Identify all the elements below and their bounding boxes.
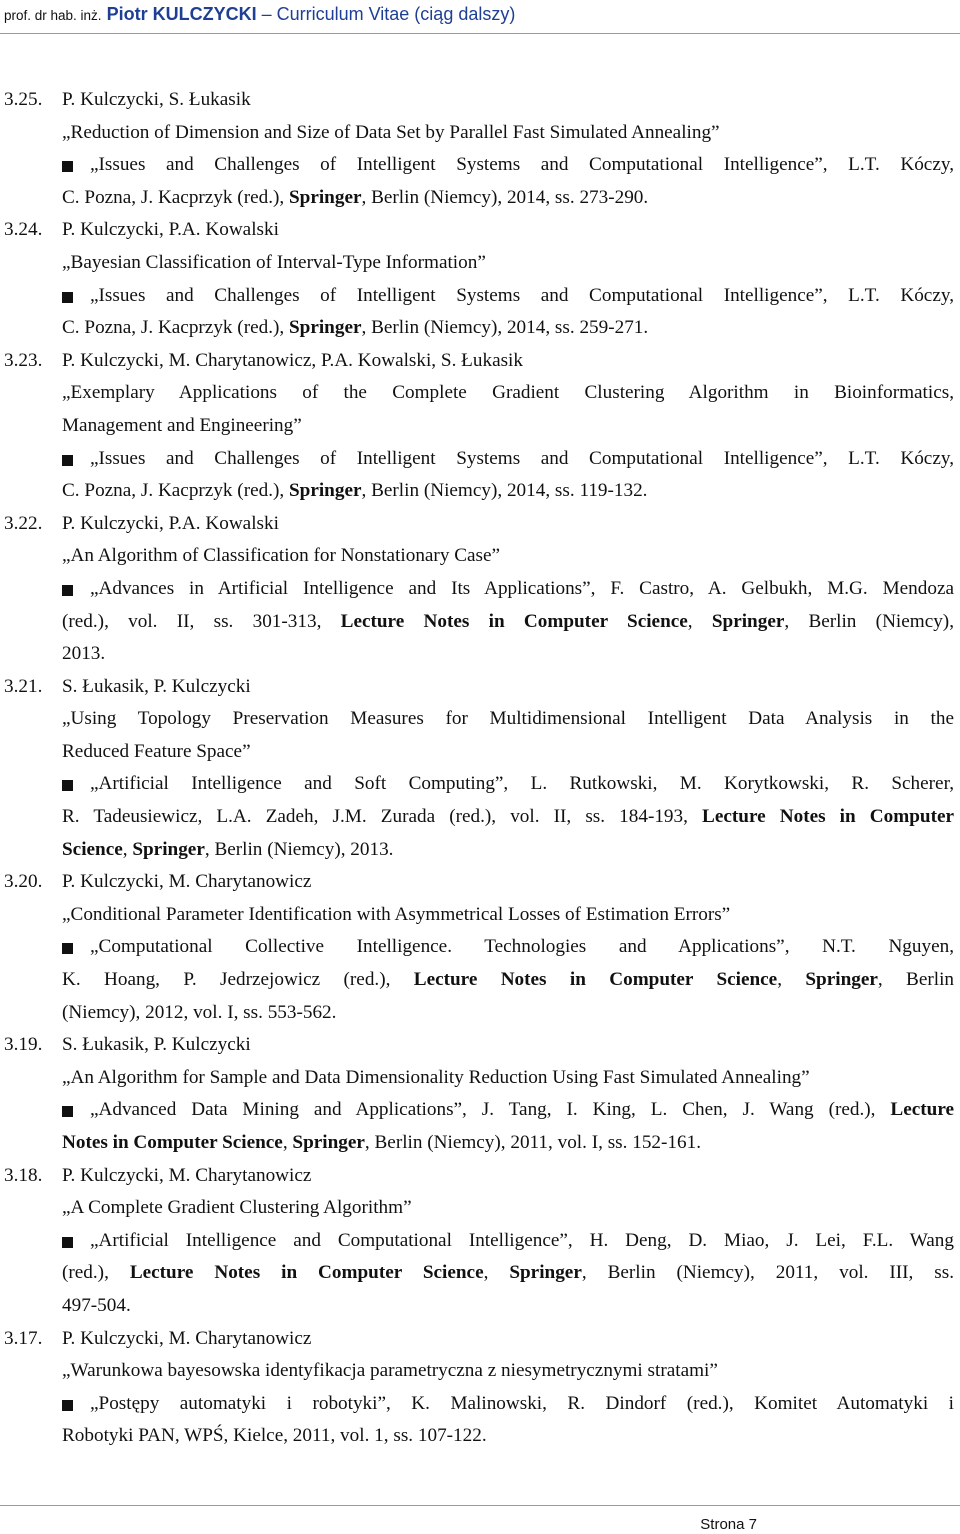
header-divider [0,33,960,34]
entry-authors: P. Kulczycki, P.A. Kowalski [62,512,279,534]
bullet-square-icon [62,943,73,954]
entry-venue-line: „Postępy automatyki i robotyki”, K. Malinowski, R. Dindorf (red.), Komitet Automatyki i [90,1392,954,1414]
entry-venue-line: C. Pozna, J. Kacprzyk (red.), Springer, Berlin (Niemcy), 2014, ss. 259-271. [62,317,649,339]
page-number: Strona 7 [700,1516,757,1533]
entry-authors: P. Kulczycki, M. Charytanowicz [62,1164,312,1186]
publication-entry [0,345,960,508]
bullet-square-icon [62,780,73,791]
entry-venue-line: C. Pozna, J. Kacprzyk (red.), Springer, Berlin (Niemcy), 2014, ss. 119-132. [62,480,648,502]
entry-number: 3.23. [4,349,43,371]
entry-number: 3.21. [4,675,43,697]
entry-authors: P. Kulczycki, M. Charytanowicz [62,1327,312,1349]
header-dash: – [256,4,277,24]
entry-title-line: „A Complete Gradient Clustering Algorithm” [62,1197,412,1219]
page-header [4,2,515,28]
bullet-square-icon [62,1400,73,1411]
entry-authors: P. Kulczycki, M. Charytanowicz [62,871,312,893]
publication-entry [0,671,960,867]
publication-entry [0,214,960,344]
bullet-square-icon [62,1237,73,1248]
entry-venue-line: „Issues and Challenges of Intelligent Systems and Computational Intelligence”, L.T. Kóczy, [90,447,954,469]
entry-authors: P. Kulczycki, M. Charytanowicz, P.A. Kowalski, S. Łukasik [62,349,523,371]
entry-venue-line: „Advanced Data Mining and Applications”, J. Tang, I. King, L. Chen, J. Wang (red.), Lecture [90,1099,954,1121]
entry-venue-line: 497-504. [62,1294,131,1316]
entry-venue-line: Science, Springer, Berlin (Niemcy), 2013. [62,838,394,860]
entry-venue-line: „Computational Collective Intelligence. Technologies and Applications”, N.T. Nguyen, [90,936,954,958]
entry-authors: S. Łukasik, P. Kulczycki [62,675,251,697]
entry-venue-line: Notes in Computer Science, Springer, Berlin (Niemcy), 2011, vol. I, ss. 152-161. [62,1132,701,1153]
entry-number: 3.17. [4,1327,43,1349]
entry-authors: P. Kulczycki, S. Łukasik [62,89,251,110]
header-title: Curriculum Vitae (ciąg dalszy) [276,4,516,24]
entry-authors: S. Łukasik, P. Kulczycki [62,1034,251,1056]
bullet-square-icon [62,161,73,172]
entry-venue-line: C. Pozna, J. Kacprzyk (red.), Springer, Berlin (Niemcy), 2014, ss. 273-290. [62,186,649,208]
publication-entry [0,84,960,214]
publication-entry [0,1323,960,1453]
bullet-square-icon [62,1106,73,1117]
bullet-square-icon [62,292,73,303]
entry-title-line: „An Algorithm for Sample and Data Dimensionality Reduction Using Fast Simulated Annealing” [62,1066,810,1088]
header-prefix: prof. dr hab. inż. [4,8,102,23]
entry-venue-line: K. Hoang, P. Jedrzejowicz (red.), Lecture Notes in Computer Science, Springer, Berlin [62,969,954,991]
entry-number: 3.18. [4,1164,43,1186]
entry-title-line: Management and Engineering” [62,414,302,436]
entry-venue-line: Robotyki PAN, WPŚ, Kielce, 2011, vol. 1, ss. 107-122. [62,1425,487,1447]
entry-venue-line: 2013. [62,643,106,665]
publication-entry [0,508,960,671]
publication-entry [0,866,960,1029]
entry-title-line: „Warunkowa bayesowska identyfikacja parametryczna z niesymetrycznymi stratami” [62,1360,718,1382]
entry-venue-line: R. Tadeusiewicz, L.A. Zadeh, J.M. Zurada (red.), vol. II, ss. 184-193, Lecture Notes in Computer [62,806,954,828]
entry-venue-line: (red.), Lecture Notes in Computer Science, Springer, Berlin (Niemcy), 2011, vol. III, ss. [62,1262,954,1284]
entry-title-line: „Conditional Parameter Identification with Asymmetrical Losses of Estimation Errors” [62,903,731,925]
entry-venue-line: (red.), vol. II, ss. 301-313, Lecture Notes in Computer Science, Springer, Berlin (Niemcy), [62,610,954,632]
publication-entry [0,1029,960,1159]
entry-authors: P. Kulczycki, P.A. Kowalski [62,219,279,241]
entry-venue-line: „Artificial Intelligence and Computational Intelligence”, H. Deng, D. Miao, J. Lei, F.L. Wang [90,1229,954,1251]
entry-title-line: „Reduction of Dimension and Size of Data Set by Parallel Fast Simulated Annealing” [62,121,720,143]
publication-entry [0,1160,960,1323]
entry-title-line: „Using Topology Preservation Measures for Multidimensional Intelligent Data Analysis in the [62,708,954,730]
entry-venue-line: (Niemcy), 2012, vol. I, ss. 553-562. [62,1001,337,1023]
entry-number: 3.20. [4,871,43,893]
entry-venue-line: „Issues and Challenges of Intelligent Systems and Computational Intelligence”, L.T. Kóczy, [90,284,954,306]
bullet-square-icon [62,455,73,466]
entry-venue-line: „Artificial Intelligence and Soft Computing”, L. Rutkowski, M. Korytkowski, R. Scherer, [90,773,954,795]
entry-title-line: „An Algorithm of Classification for Nonstationary Case” [62,545,501,567]
header-name: Piotr KULCZYCKI [106,4,257,24]
entry-number: 3.25. [4,89,43,110]
entry-title-line: „Bayesian Classification of Interval-Type Information” [62,251,486,273]
entry-number: 3.24. [4,219,43,241]
entry-venue-line: „Issues and Challenges of Intelligent Systems and Computational Intelligence”, L.T. Kóczy, [90,154,954,176]
entry-number: 3.22. [4,512,43,534]
entry-title-line: „Exemplary Applications of the Complete Gradient Clustering Algorithm in Bioinformatics, [62,382,954,404]
footer-divider [0,1505,960,1506]
publication-list [0,84,960,1453]
bullet-square-icon [62,585,73,596]
entry-venue-line: „Advances in Artificial Intelligence and Its Applications”, F. Castro, A. Gelbukh, M.G. Mendoza [90,577,954,599]
entry-number: 3.19. [4,1034,43,1056]
entry-title-line: Reduced Feature Space” [62,740,251,762]
